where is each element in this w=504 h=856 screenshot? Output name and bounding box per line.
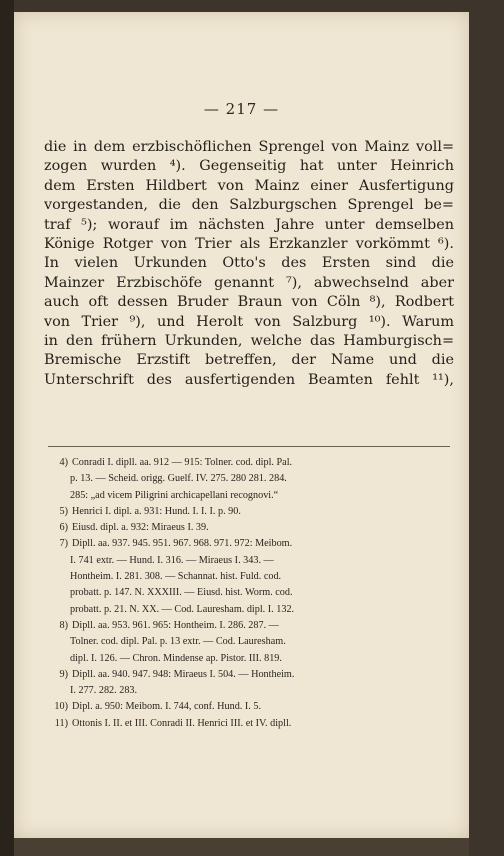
body-line: vorgestanden, die den Salzburgschen Sprengel be=: [44, 197, 454, 214]
footnote-line: [46, 699, 456, 715]
body-line: Könige Rotger von Trier als Erzkanzler vorkömmt ⁶).: [44, 236, 454, 253]
footnote-line: [46, 618, 456, 634]
body-line: von Trier ⁹), und Herolt von Salzburg ¹⁰). Warum: [44, 313, 454, 330]
page-number: — 217 —: [203, 100, 280, 118]
body-line: dem Ersten Hildbert von Mainz einer Ausfertigung: [44, 177, 454, 194]
footnote-text: Dipll. aa. 940. 947. 948: Miraeus I. 504. — Hontheim.: [72, 668, 295, 680]
footnote-number: 5): [59, 505, 68, 517]
footnote-text: Dipll. aa. 953. 961. 965: Hontheim. I. 286. 287. —: [72, 619, 279, 631]
footnote-number: 8): [59, 619, 68, 631]
footnote-line: [46, 455, 456, 471]
footnote-line: I. 741 extr. — Hund. I. 316. — Miraeus I. 343. —: [70, 554, 274, 566]
footnote-text: Henrici I. dipl. a. 931: Hund. I. I. I. p. 90.: [72, 505, 241, 517]
footnote-line: Hontheim. I. 281. 308. — Schannat. hist. Fuld. cod.: [70, 571, 282, 583]
footnote-line: probatt. p. 147. N. XXXIII. — Eiusd. hist. Worm. cod.: [70, 587, 293, 599]
body-line: zogen wurden ⁴). Gegenseitig hat unter Heinrich: [44, 158, 454, 175]
footnote-line: [46, 716, 456, 732]
body-line: in den frühern Urkunden, welche das Hamburgisch=: [44, 333, 454, 350]
footnote-line: [46, 520, 456, 536]
body-line: Mainzer Erzbischöfe genannt ⁷), abwechselnd aber: [44, 274, 454, 291]
footnote-divider: [48, 446, 450, 447]
footnote-text: Dipll. aa. 937. 945. 951. 967. 968. 971. 972: Meibom.: [72, 538, 293, 550]
body-line: Unterschrift des ausfertigenden Beamten fehlt ¹¹),: [44, 371, 454, 388]
footnotes: [46, 455, 456, 732]
body-text: [44, 138, 454, 390]
footnote-number: 9): [59, 668, 68, 680]
footnote-number: 6): [59, 522, 68, 534]
footnote-line: [46, 504, 456, 520]
footnote-number: 11): [54, 717, 68, 729]
body-line: traf ⁵); worauf im nächsten Jahre unter demselben: [44, 216, 454, 233]
footnote-text: Dipl. a. 950: Meibom. I. 744, conf. Hund. I. 5.: [72, 701, 262, 713]
book-gutter: [0, 0, 14, 856]
footnote-line: [46, 667, 456, 683]
footnote-number: 7): [59, 538, 68, 550]
footnote-text: Conradi I. dipll. aa. 912 — 915: Tolner. cod. dipl. Pal.: [72, 457, 293, 468]
footnote-number: 4): [59, 457, 68, 468]
body-line: Bremische Erzstift betreffen, der Name und die: [44, 352, 454, 369]
footnote-line: dipl. I. 126. — Chron. Mindense ap. Pistor. III. 819.: [70, 652, 282, 664]
footnote-line: 285: „ad vicem Piligrini archicapellani recognovi.“: [70, 489, 279, 501]
page-bottom-edge: [14, 838, 469, 856]
footnote-text: Eiusd. dipl. a. 932: Miraeus I. 39.: [72, 522, 209, 534]
footnote-line: I. 277. 282. 283.: [70, 685, 138, 697]
body-line: die in dem erzbischöflichen Sprengel von Mainz voll=: [44, 139, 454, 155]
footnote-number: 10): [54, 701, 68, 713]
book-page: [14, 12, 469, 838]
body-line: In vielen Urkunden Otto's des Ersten sind die: [44, 255, 454, 272]
body-line: auch oft dessen Bruder Braun von Cöln ⁸), Rodbert: [44, 294, 454, 311]
footnote-text: Ottonis I. II. et III. Conradi II. Henrici III. et IV. dipll.: [72, 717, 292, 729]
footnote-line: Tolner. cod. dipl. Pal. p. 13 extr. — Cod. Lauresham.: [70, 636, 286, 648]
footnote-line: probatt. p. 21. N. XX. — Cod. Lauresham. dipl. I. 132.: [70, 603, 295, 615]
footnote-line: [46, 536, 456, 552]
footnote-line: p. 13. — Scheid. origg. Guelf. IV. 275. 280 281. 284.: [70, 473, 287, 485]
